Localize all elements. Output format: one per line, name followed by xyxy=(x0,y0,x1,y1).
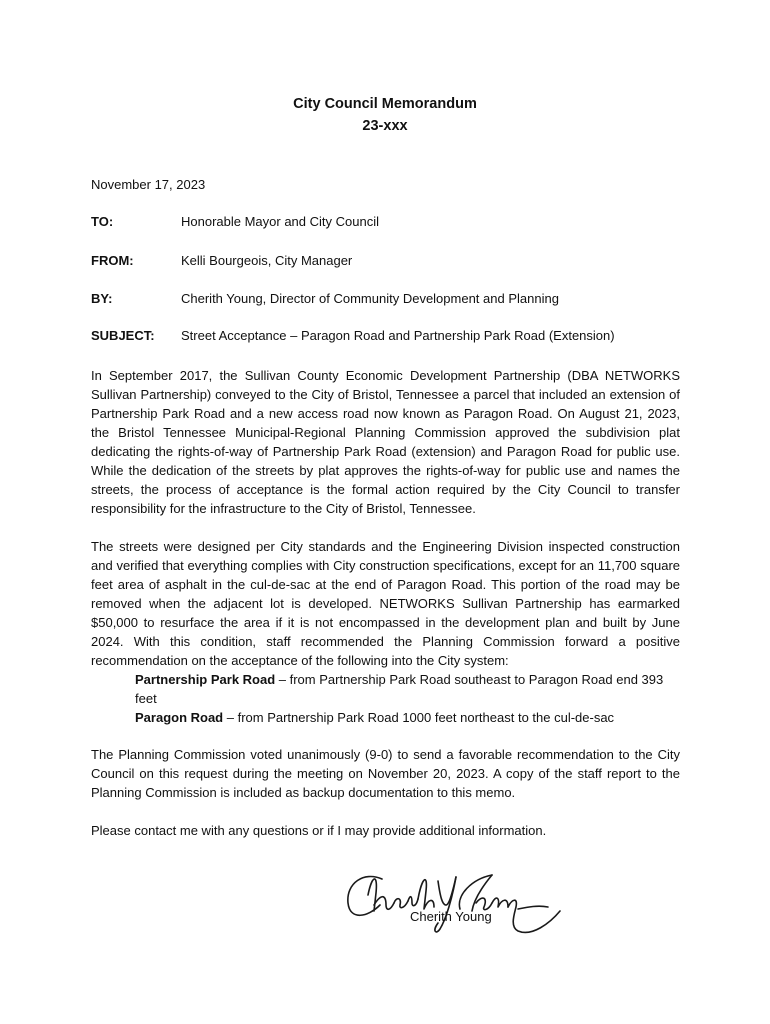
handwritten-signature xyxy=(342,865,567,940)
subject-value: Street Acceptance – Paragon Road and Partnership Park Road (Extension) xyxy=(181,328,615,343)
by-row xyxy=(91,291,559,306)
street-name: Paragon Road xyxy=(135,710,224,725)
from-row xyxy=(91,253,352,268)
by-value: Cherith Young, Director of Community Development and Planning xyxy=(181,291,559,306)
street-description: – from Partnership Park Road 1000 feet northeast to the cul-de-sac xyxy=(223,710,615,725)
to-row xyxy=(91,214,379,229)
from-value: Kelli Bourgeois, City Manager xyxy=(181,253,353,268)
from-label: FROM: xyxy=(91,253,134,268)
street-item-paragon xyxy=(135,708,680,727)
to-label: TO: xyxy=(91,214,114,229)
paragraph-vote: The Planning Commission voted unanimously (9-0) to send a favorable recommendation to the City Council on this request during the meeting on November 20, 2023. A copy of the staff report to the Planning Commission is included as backup documentation to this memo. xyxy=(91,747,680,800)
subject-row xyxy=(91,328,615,343)
street-description: – from Partnership Park Road southeast to Paragon Road end 393 feet xyxy=(135,672,664,706)
paragraph-background: In September 2017, the Sullivan County Economic Development Partnership (DBA NETWORKS Sullivan Partnership) conveyed to the City of Bristol, Tennessee a parcel that included an extension of Partnership Park Road and a new access road now known as Paragon Road. On August 21, 2023, the Bristol Tennessee Municipal-Regional Planning Commission approved the subdivision plat dedicating the rights-of-way of Partnership Park Road (extension) and Paragon Road for public use. While the dedication of the streets by plat approves the rights-of-way for public use and names the streets, the process of acceptance is the formal action required by the City Council to transfer responsibility for the infrastructure to the City of Bristol, Tennessee. xyxy=(91,368,680,516)
to-value: Honorable Mayor and City Council xyxy=(181,214,379,229)
street-name: Partnership Park Road xyxy=(135,672,276,687)
memo-date: November 17, 2023 xyxy=(91,177,206,192)
street-item-partnership-park xyxy=(135,670,680,708)
paragraph-inspection: The streets were designed per City standards and the Engineering Division inspected construction and verified that everything complies with City construction specifications, except for an 11,700 square feet area of asphalt in the cul-de-sac at the end of Paragon Road. This portion of the road may be removed when the adjacent lot is developed. NETWORKS Sullivan Partnership has earmarked $50,000 to resurface the area if it is not encompassed in the development plan and built by June 2024. With this condition, staff recommended the Planning Commission forward a positive recommendation on the acceptance of the following into the City system: xyxy=(91,539,680,668)
signer-name: Cherith Young xyxy=(410,909,492,924)
memo-title: City Council Memorandum xyxy=(293,96,477,112)
memo-number: 23-xxx xyxy=(362,118,408,134)
paragraph-contact: Please contact me with any questions or if I may provide additional information. xyxy=(91,823,547,838)
by-label: BY: xyxy=(91,291,113,306)
subject-label: SUBJECT: xyxy=(91,328,155,343)
